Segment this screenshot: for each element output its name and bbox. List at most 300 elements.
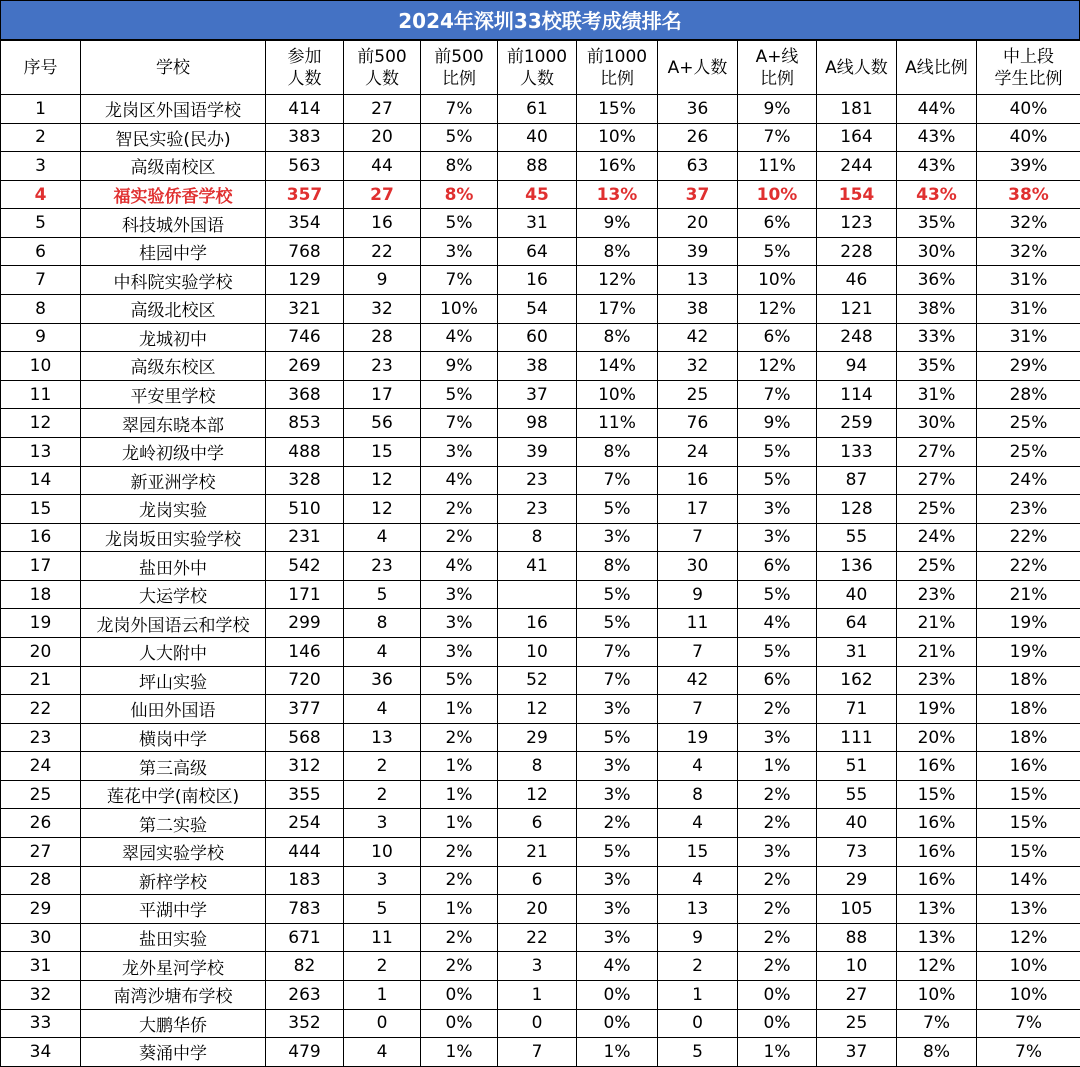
table-cell: 7% [421,409,498,438]
table-cell: 18% [977,666,1080,695]
table-cell: 25% [897,552,977,581]
table-cell: 27 [1,838,81,867]
table-cell: 28% [977,380,1080,409]
table-cell: 龙岗区外国语学校 [81,95,266,124]
table-cell: 87 [817,466,897,495]
table-cell: 88 [498,152,577,181]
table-cell: 43% [897,152,977,181]
table-cell: 479 [266,1038,344,1067]
table-cell: 20 [658,209,738,238]
table-cell: 45 [498,180,577,209]
table-cell: 大运学校 [81,580,266,609]
table-cell: 3 [344,866,421,895]
table-cell: 38 [658,295,738,324]
table-cell: 10 [498,637,577,666]
table-cell: 357 [266,180,344,209]
table-cell: 0% [738,980,817,1009]
table-cell: 414 [266,95,344,124]
table-cell: 仙田外国语 [81,695,266,724]
table-cell: 32 [1,980,81,1009]
table-cell: 38 [498,352,577,381]
column-header: 前1000 人数 [498,41,577,95]
table-cell: 7 [498,1038,577,1067]
table-cell: 平安里学校 [81,380,266,409]
table-cell: 36 [658,95,738,124]
table-cell: 488 [266,437,344,466]
table-cell: 3% [738,523,817,552]
table-cell: 11 [344,923,421,952]
table-cell: 23 [498,495,577,524]
table-cell: 55 [817,780,897,809]
table-cell: 40% [977,95,1080,124]
table-cell: 30 [658,552,738,581]
table-cell: 0% [577,1009,658,1038]
table-cell: 720 [266,666,344,695]
table-cell: 23% [897,580,977,609]
table-cell: 1% [421,752,498,781]
table-cell: 16% [577,152,658,181]
table-row [1,209,1080,238]
table-cell: 12% [897,952,977,981]
table-cell: 15% [977,809,1080,838]
table-cell: 20 [344,123,421,152]
table-cell: 183 [266,866,344,895]
table-row [1,952,1080,981]
column-header: A+人数 [658,41,738,95]
table-cell: 2% [421,723,498,752]
table-cell: 2 [1,123,81,152]
table-cell: 3% [577,866,658,895]
table-cell: 9% [738,409,817,438]
table-cell: 16% [897,866,977,895]
table-cell: 3% [577,523,658,552]
table-cell: 39 [658,237,738,266]
table-cell: 31% [977,266,1080,295]
table-cell: 13% [977,895,1080,924]
table-row [1,552,1080,581]
table-cell: 22% [977,523,1080,552]
table-cell: 29% [977,352,1080,381]
table-cell: 783 [266,895,344,924]
table-cell: 32 [344,295,421,324]
table-cell: 32% [977,209,1080,238]
table-cell: 龙岭初级中学 [81,437,266,466]
table-cell: 10 [1,352,81,381]
table-cell: 71 [817,695,897,724]
table-cell: 新亚洲学校 [81,466,266,495]
column-header: A+线 比例 [738,41,817,95]
table-cell: 7 [658,695,738,724]
table-cell: 11 [1,380,81,409]
table-cell: 0 [658,1009,738,1038]
table-cell: 128 [817,495,897,524]
table-cell: 13 [1,437,81,466]
table-cell: 5% [738,580,817,609]
table-cell: 73 [817,838,897,867]
table-cell: 10% [977,980,1080,1009]
table-cell: 27 [344,95,421,124]
table-cell: 105 [817,895,897,924]
table-cell: 55 [817,523,897,552]
table-cell: 10% [577,380,658,409]
table-cell: 24 [1,752,81,781]
table-cell: 18% [977,695,1080,724]
table-cell: 39 [498,437,577,466]
table-cell: 13% [897,923,977,952]
table-cell: 0% [577,980,658,1009]
table-cell: 383 [266,123,344,152]
table-cell: 254 [266,809,344,838]
table-cell: 2 [344,752,421,781]
table-row [1,580,1080,609]
table-cell: 10% [421,295,498,324]
table-cell: 21% [977,580,1080,609]
table-cell: 2% [738,866,817,895]
table-cell: 31 [1,952,81,981]
table-cell: 24% [897,523,977,552]
table-cell: 30 [1,923,81,952]
table-cell: 11 [658,609,738,638]
table-cell: 542 [266,552,344,581]
table-cell: 2% [738,895,817,924]
table-row [1,838,1080,867]
table-cell: 1 [344,980,421,1009]
table-cell: 354 [266,209,344,238]
table-cell: 5% [577,495,658,524]
table-cell: 98 [498,409,577,438]
table-cell: 26 [658,123,738,152]
table-cell: 3% [421,609,498,638]
table-cell: 7% [421,266,498,295]
table-row [1,666,1080,695]
table-cell: 1% [421,695,498,724]
table-cell: 4 [344,637,421,666]
table-cell: 3% [738,838,817,867]
table-cell: 7% [738,123,817,152]
table-cell: 0 [344,1009,421,1038]
table-cell: 154 [817,180,897,209]
table-cell: 21 [498,838,577,867]
table-cell: 3% [738,495,817,524]
table-cell: 高级南校区 [81,152,266,181]
table-cell: 746 [266,323,344,352]
table-cell: 11% [577,409,658,438]
table-cell: 21% [897,637,977,666]
table-cell: 4 [1,180,81,209]
table-cell: 3% [421,237,498,266]
table-cell: 2% [738,780,817,809]
column-header: 前1000 比例 [577,41,658,95]
table-cell: 3% [421,580,498,609]
table-cell: 60 [498,323,577,352]
table-cell: 科技城外国语 [81,209,266,238]
table-cell: 36% [897,266,977,295]
table-cell: 17 [1,552,81,581]
table-cell: 146 [266,637,344,666]
table-cell: 大鹏华侨 [81,1009,266,1038]
table-cell: 2% [738,695,817,724]
table-cell: 10% [738,180,817,209]
table-cell: 9 [344,266,421,295]
table-cell: 377 [266,695,344,724]
table-cell: 29 [817,866,897,895]
table-cell: 7% [897,1009,977,1038]
table-cell: 27% [897,466,977,495]
table-cell: 32 [658,352,738,381]
table-cell: 2% [421,923,498,952]
column-header: 前500 人数 [344,41,421,95]
table-cell: 20% [897,723,977,752]
table-cell: 龙岗实验 [81,495,266,524]
table-cell: 16% [977,752,1080,781]
table-row [1,695,1080,724]
table-cell: 高级东校区 [81,352,266,381]
table-cell: 4 [658,809,738,838]
table-cell: 2% [738,923,817,952]
table-cell: 41 [498,552,577,581]
table-cell: 5% [421,666,498,695]
table-cell: 34 [1,1038,81,1067]
table-cell: 5 [344,895,421,924]
column-header: 中上段 学生比例 [977,41,1080,95]
table-cell: 3% [421,637,498,666]
table-cell: 23 [344,552,421,581]
table-body [1,95,1080,1067]
header-row [1,41,1080,95]
table-cell: 46 [817,266,897,295]
table-cell: 龙城初中 [81,323,266,352]
table-cell: 4 [344,1038,421,1067]
table-cell: 3% [577,695,658,724]
table-cell: 19% [897,695,977,724]
table-cell: 9% [738,95,817,124]
table-cell: 64 [817,609,897,638]
table-cell: 43% [897,180,977,209]
table-cell: 5% [421,380,498,409]
table-row [1,609,1080,638]
table-cell: 12 [344,495,421,524]
table-cell [498,580,577,609]
table-cell: 1 [658,980,738,1009]
table-cell: 8 [344,609,421,638]
table-cell: 8% [421,180,498,209]
table-cell: 24 [658,437,738,466]
table-cell: 5% [738,437,817,466]
table-cell: 171 [266,580,344,609]
table-row [1,866,1080,895]
table-cell: 1% [738,1038,817,1067]
table-cell: 2 [344,780,421,809]
table-cell: 22% [977,552,1080,581]
table-cell: 0 [498,1009,577,1038]
table-cell: 40% [977,123,1080,152]
table-cell: 横岗中学 [81,723,266,752]
column-header: 学校 [81,41,266,95]
table-cell: 3 [1,152,81,181]
table-cell: 4% [421,552,498,581]
table-cell: 5 [1,209,81,238]
table-cell: 19 [1,609,81,638]
table-cell: 61 [498,95,577,124]
table-cell: 38% [897,295,977,324]
table-cell: 5% [738,237,817,266]
table-cell: 23% [977,495,1080,524]
table-cell: 328 [266,466,344,495]
table-cell: 36 [344,666,421,695]
table-cell: 5 [658,1038,738,1067]
table-cell: 8% [577,237,658,266]
table-cell: 葵涌中学 [81,1038,266,1067]
table-cell: 6% [738,209,817,238]
table-cell: 5% [577,723,658,752]
table-row-highlighted [1,180,1080,209]
column-header: 序号 [1,41,81,95]
table-cell: 第三高级 [81,752,266,781]
table-cell: 56 [344,409,421,438]
table-cell: 27 [344,180,421,209]
table-cell: 7% [421,95,498,124]
table-row [1,266,1080,295]
table-cell: 16% [897,809,977,838]
table-cell: 671 [266,923,344,952]
table-cell: 181 [817,95,897,124]
table-cell: 12 [498,695,577,724]
table-cell: 15 [658,838,738,867]
table-cell: 1% [421,1038,498,1067]
table-cell: 27% [897,437,977,466]
table-cell: 8 [658,780,738,809]
table-cell: 40 [498,123,577,152]
table-cell: 16 [498,266,577,295]
table-cell: 15% [977,780,1080,809]
table-cell: 2 [658,952,738,981]
table-cell: 321 [266,295,344,324]
table-cell: 4 [658,752,738,781]
table-cell: 2% [421,952,498,981]
table-cell: 12% [577,266,658,295]
table-cell: 16 [344,209,421,238]
ranking-table [0,40,1080,1067]
table-cell: 中科院实验学校 [81,266,266,295]
table-cell: 翠园东晓本部 [81,409,266,438]
table-cell: 莲花中学(南校区) [81,780,266,809]
table-cell: 14% [577,352,658,381]
table-row [1,980,1080,1009]
table-cell: 54 [498,295,577,324]
table-cell: 龙岗外国语云和学校 [81,609,266,638]
table-cell: 248 [817,323,897,352]
table-cell: 22 [498,923,577,952]
table-cell: 13 [658,895,738,924]
table-cell: 23% [897,666,977,695]
table-cell: 16 [498,609,577,638]
table-cell: 51 [817,752,897,781]
table-cell: 8% [897,1038,977,1067]
table-row [1,380,1080,409]
table-cell: 16 [1,523,81,552]
table-row [1,809,1080,838]
table-cell: 9 [1,323,81,352]
table-cell: 768 [266,237,344,266]
table-cell: 244 [817,152,897,181]
table-cell: 10 [344,838,421,867]
table-cell: 10% [897,980,977,1009]
table-row [1,780,1080,809]
table-cell: 5% [421,209,498,238]
table-cell: 259 [817,409,897,438]
table-cell: 22 [1,695,81,724]
table-cell: 2% [421,523,498,552]
table-cell: 38% [977,180,1080,209]
table-cell: 263 [266,980,344,1009]
table-row [1,237,1080,266]
table-cell: 0% [738,1009,817,1038]
column-header: 前500 比例 [421,41,498,95]
table-cell: 44 [344,152,421,181]
table-cell: 12 [1,409,81,438]
table-cell: 22 [344,237,421,266]
table-cell: 76 [658,409,738,438]
table-row [1,1009,1080,1038]
table-cell: 6 [498,809,577,838]
table-cell: 31% [977,295,1080,324]
table-cell: 3% [577,923,658,952]
table-row [1,95,1080,124]
table-cell: 16% [897,838,977,867]
table-row [1,409,1080,438]
table-cell: 18% [977,723,1080,752]
table-cell: 7% [977,1038,1080,1067]
table-cell: 25 [1,780,81,809]
table-cell: 563 [266,152,344,181]
table-cell: 30% [897,237,977,266]
table-cell: 18 [1,580,81,609]
table-cell: 37 [658,180,738,209]
table-cell: 19% [977,609,1080,638]
table-cell: 15% [577,95,658,124]
table-cell: 0% [421,980,498,1009]
table-cell: 228 [817,237,897,266]
table-cell: 15 [1,495,81,524]
table-cell: 1% [421,895,498,924]
table-cell: 25% [897,495,977,524]
table-cell: 12% [738,295,817,324]
table-cell: 5% [738,637,817,666]
table-cell: 12% [977,923,1080,952]
table-cell: 新梓学校 [81,866,266,895]
table-cell: 2% [421,495,498,524]
table-cell: 164 [817,123,897,152]
table-cell: 4 [344,695,421,724]
table-cell: 32% [977,237,1080,266]
table-cell: 4% [738,609,817,638]
table-cell: 94 [817,352,897,381]
table-cell: 平湖中学 [81,895,266,924]
table-cell: 19 [658,723,738,752]
table-cell: 136 [817,552,897,581]
table-cell: 43% [897,123,977,152]
table-cell: 2% [421,866,498,895]
table-cell: 10 [817,952,897,981]
table-cell: 8 [1,295,81,324]
table-cell: 11% [738,152,817,181]
table-cell: 9% [421,352,498,381]
table-row [1,723,1080,752]
table-cell: 368 [266,380,344,409]
table-cell: 31% [977,323,1080,352]
table-cell: 12% [738,352,817,381]
table-cell: 8 [498,523,577,552]
